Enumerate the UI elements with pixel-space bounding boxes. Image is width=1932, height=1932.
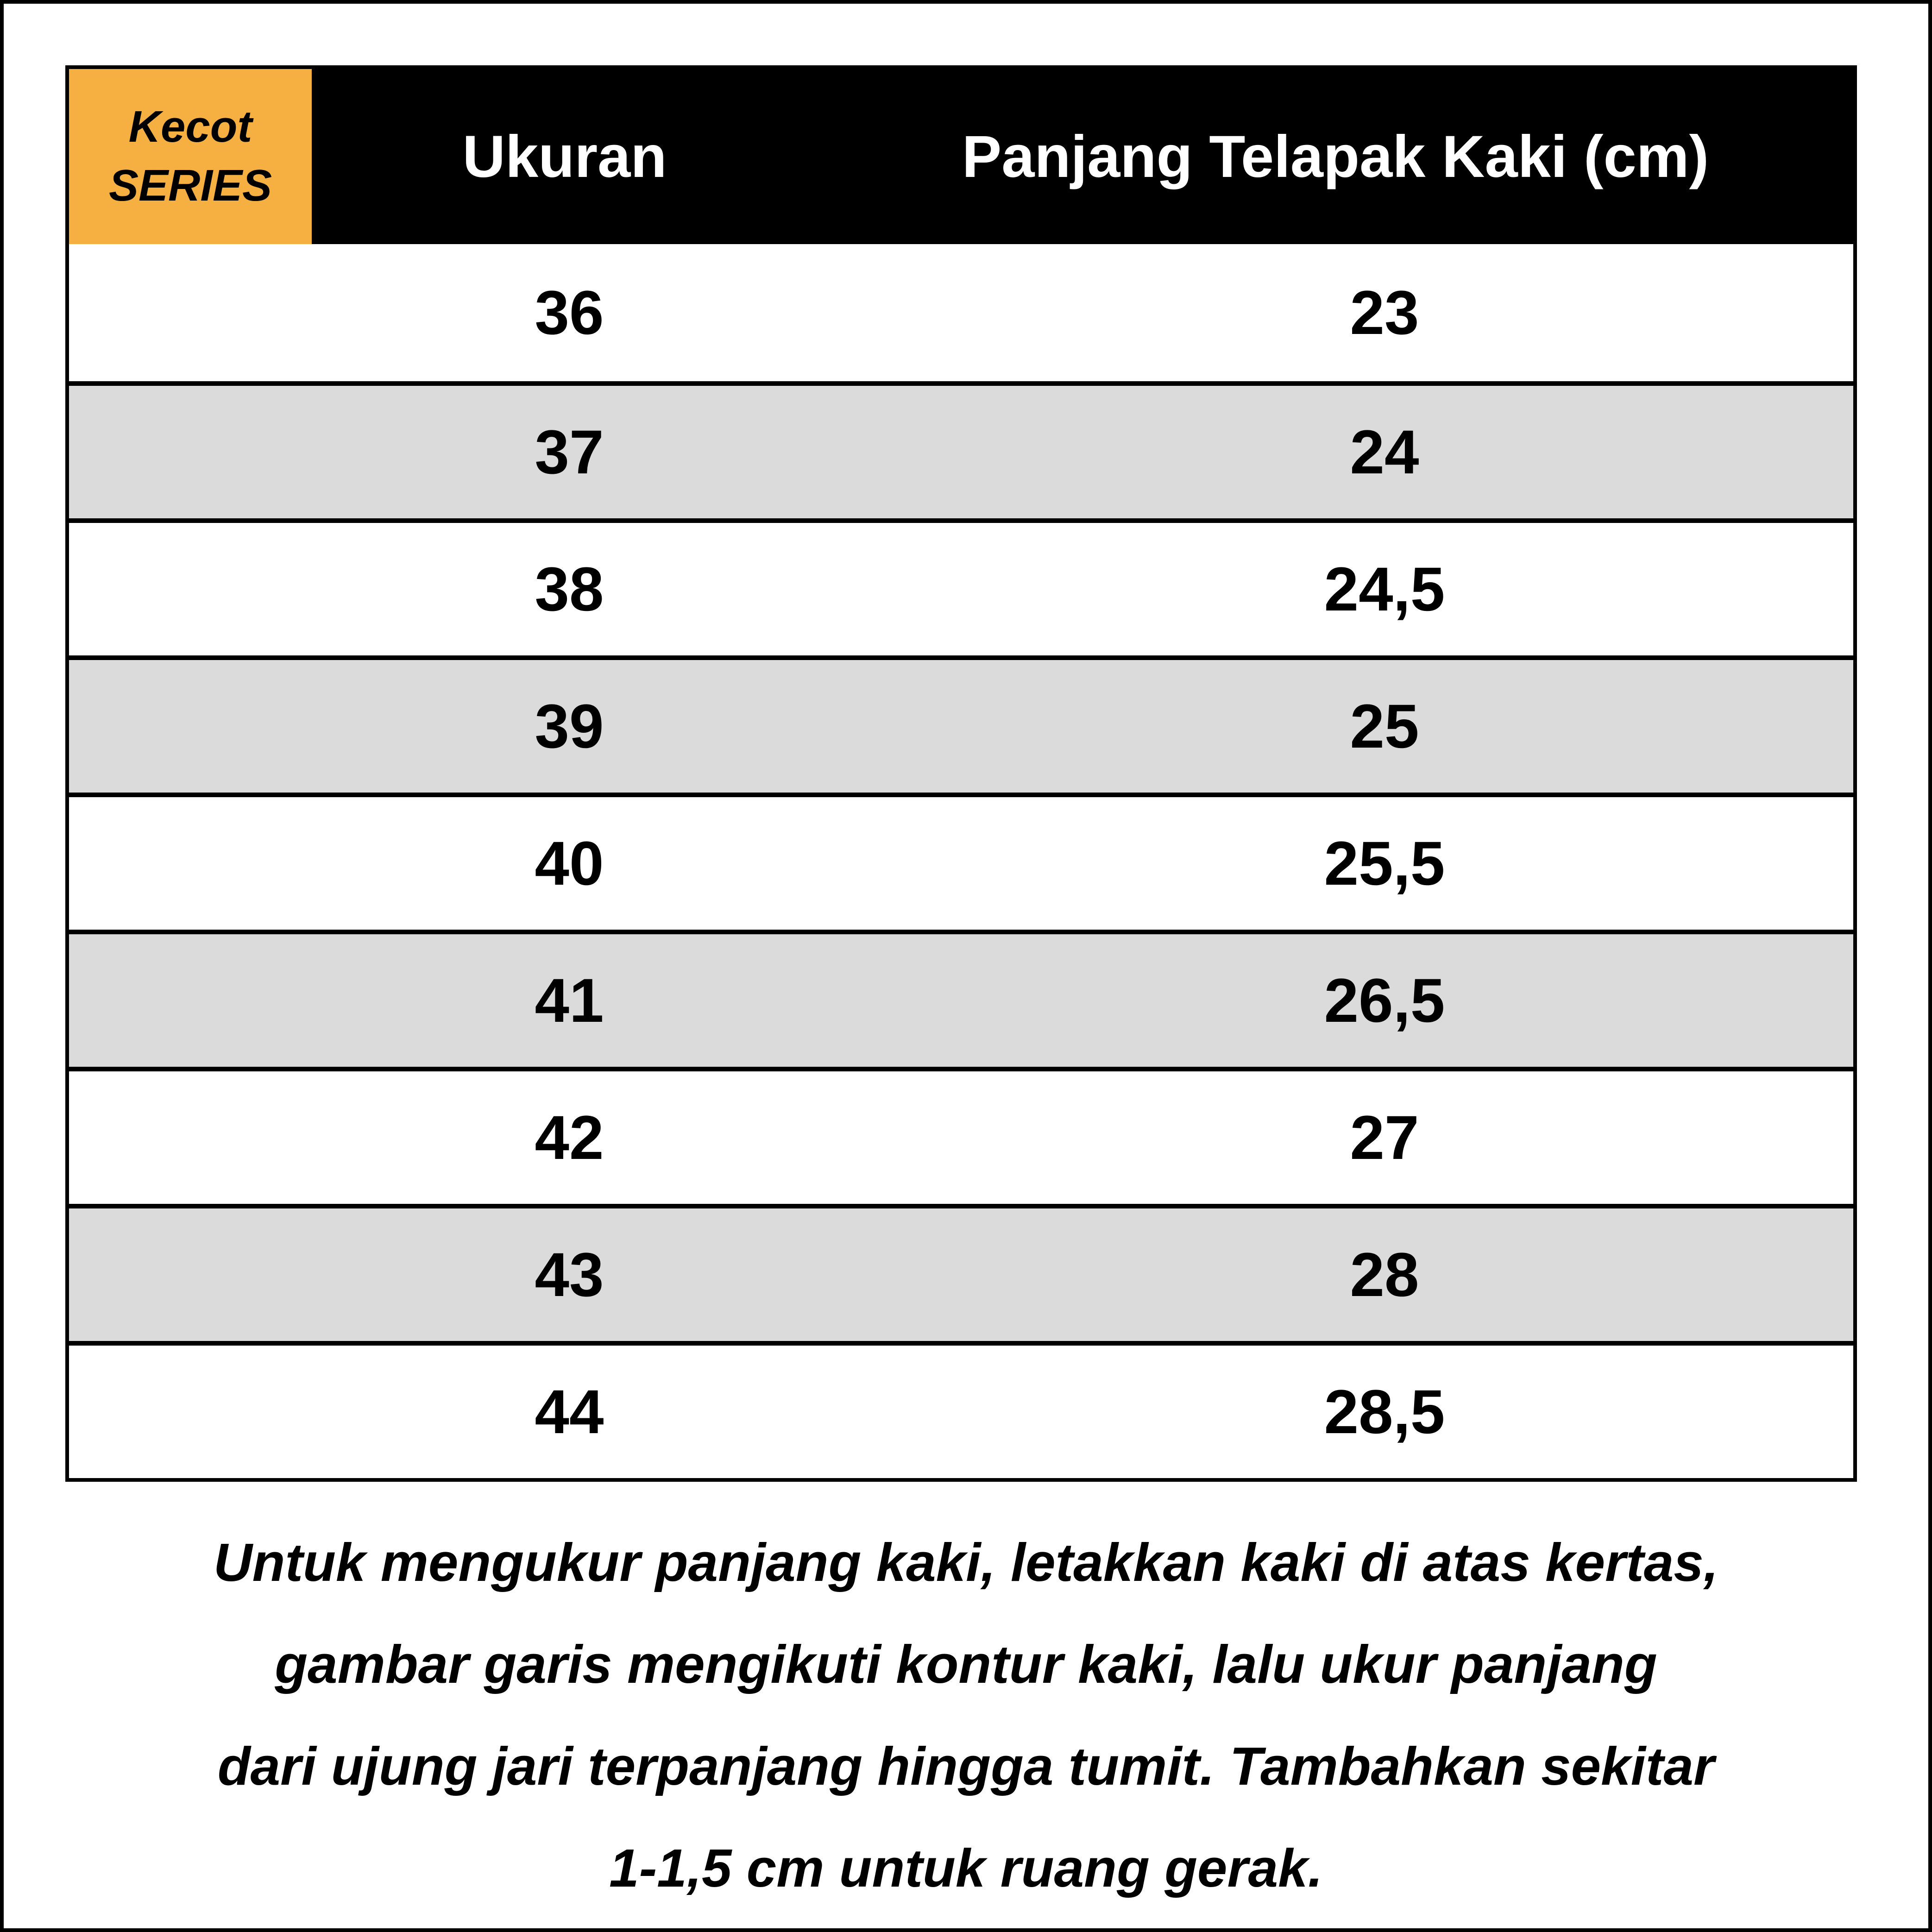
table-row <box>69 244 1853 381</box>
size-cell: 42 <box>535 1103 604 1172</box>
note-line: Untuk mengukur panjang kaki, letakkan kaki di atas kertas, <box>213 1532 1719 1592</box>
length-cell: 24,5 <box>1324 554 1445 624</box>
length-cell: 23 <box>1350 278 1419 347</box>
note-line: dari ujung jari terpanjang hingga tumit. Tambahkan sekitar <box>217 1736 1715 1796</box>
length-cell: 25 <box>1350 692 1419 761</box>
series-badge-line1: Kecot <box>128 102 252 152</box>
length-cell: 27 <box>1350 1103 1419 1172</box>
size-cell: 39 <box>535 692 604 761</box>
length-cell: 25,5 <box>1324 829 1445 898</box>
size-cell: 40 <box>535 829 604 898</box>
size-cell: 44 <box>535 1377 604 1447</box>
size-cell: 41 <box>535 966 604 1035</box>
length-cell: 26,5 <box>1324 966 1445 1035</box>
note-line: gambar garis mengikuti kontur kaki, lalu ukur panjang <box>275 1634 1657 1694</box>
series-badge-line2: SERIES <box>108 161 272 210</box>
size-cell: 38 <box>535 554 604 624</box>
table-row <box>69 930 1853 1067</box>
table-row <box>69 1067 1853 1204</box>
size-cell: 43 <box>535 1240 604 1309</box>
note-line: 1-1,5 cm untuk ruang gerak. <box>609 1838 1323 1898</box>
length-cell: 28,5 <box>1324 1377 1445 1447</box>
column-header-size: Ukuran <box>462 123 667 190</box>
size-table <box>65 65 1857 1482</box>
measurement-note <box>4 1511 1928 1919</box>
series-badge <box>69 69 312 244</box>
size-cell: 36 <box>535 278 604 347</box>
table-row <box>69 655 1853 793</box>
table-row <box>69 793 1853 930</box>
table-row <box>69 1204 1853 1341</box>
table-header-row <box>69 69 1853 244</box>
length-cell: 28 <box>1350 1240 1419 1309</box>
table-body <box>69 244 1853 1478</box>
table-row <box>69 1341 1853 1478</box>
table-row <box>69 381 1853 518</box>
table-row <box>69 518 1853 655</box>
column-header-foot-length: Panjang Telapak Kaki (cm) <box>962 123 1709 190</box>
length-cell: 24 <box>1350 417 1419 487</box>
size-cell: 37 <box>535 417 604 487</box>
